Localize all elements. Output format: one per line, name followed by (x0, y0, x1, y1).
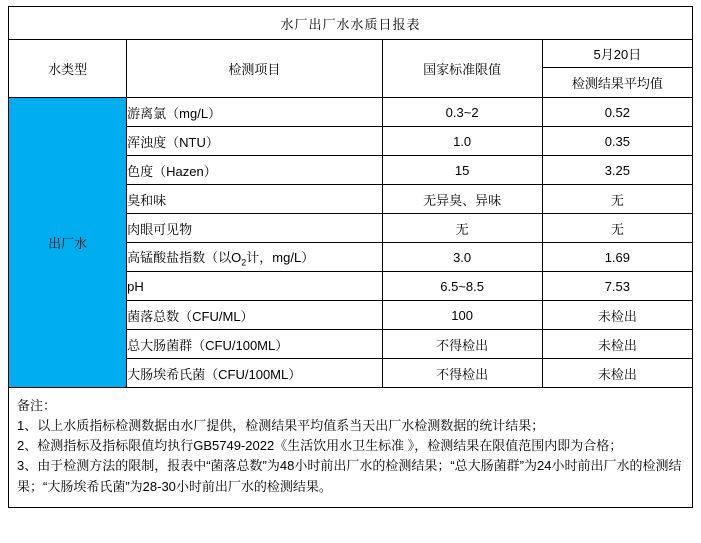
row-result: 7.53 (542, 272, 692, 301)
row-item: 浑浊度（NTU） (127, 127, 382, 156)
notes-heading: 备注： (17, 398, 57, 413)
row-standard: 不得检出 (382, 330, 542, 359)
row-result: 0.35 (542, 127, 692, 156)
row-item: 色度（Hazen） (127, 156, 382, 185)
row-item: 臭和味 (127, 185, 382, 214)
row-result: 未检出 (542, 359, 692, 388)
water-quality-table (8, 6, 693, 388)
row-item: 大肠埃希氏菌（CFU/100ML） (127, 359, 382, 388)
row-result: 1.69 (542, 243, 692, 272)
title-row (9, 7, 693, 40)
row-item: 游离氯（mg/L） (127, 98, 382, 127)
row-standard: 6.5~8.5 (382, 272, 542, 301)
header-category: 水类型 (9, 40, 127, 98)
table-row (9, 98, 693, 127)
row-result: 无 (542, 185, 692, 214)
row-result: 无 (542, 214, 692, 243)
row-result: 3.25 (542, 156, 692, 185)
header-result-sub: 检测结果平均值 (542, 68, 692, 98)
row-item: 总大肠菌群（CFU/100ML） (127, 330, 382, 359)
row-result: 0.52 (542, 98, 692, 127)
header-item: 检测项目 (127, 40, 382, 98)
row-item: 肉眼可见物 (127, 214, 382, 243)
header-standard: 国家标准限值 (382, 40, 542, 98)
row-standard: 0.3~2 (382, 98, 542, 127)
header-date: 5月20日 (542, 40, 692, 68)
row-standard: 无 (382, 214, 542, 243)
row-item: pH (127, 272, 382, 301)
header-row-top (9, 40, 693, 68)
notes-line: 2、检测指标及指标限值均执行GB5749-2022《生活饮用水卫生标准 》，检测结果在限值范围内即为合格； (17, 438, 623, 454)
category-cell: 出厂水 (9, 98, 127, 388)
row-standard: 无异臭、异味 (382, 185, 542, 214)
row-standard: 不得检出 (382, 359, 542, 388)
notes-section (8, 388, 693, 508)
row-item: 高锰酸盐指数（以$O_2$计，mg/L） (127, 243, 382, 272)
page-title: 水厂出厂水水质日报表 (9, 7, 693, 40)
notes-line: 3、由于检测方法的限制，报表中“菌落总数”为48小时前出厂水的检测结果；“总大肠菌群”为24小时前出厂水的检测结果；“大肠埃希氏菌”为28-30小时前出厂水的检测结果。 (17, 458, 682, 494)
row-standard: 15 (382, 156, 542, 185)
row-standard: 1.0 (382, 127, 542, 156)
row-item: 菌落总数（CFU/ML） (127, 301, 382, 330)
row-result: 未检出 (542, 330, 692, 359)
notes-line: 1、以上水质指标检测数据由水厂提供，检测结果平均值系当天出厂水检测数据的统计结果； (17, 418, 545, 434)
row-standard: 100 (382, 301, 542, 330)
row-standard: 3.0 (382, 243, 542, 272)
row-result: 未检出 (542, 301, 692, 330)
